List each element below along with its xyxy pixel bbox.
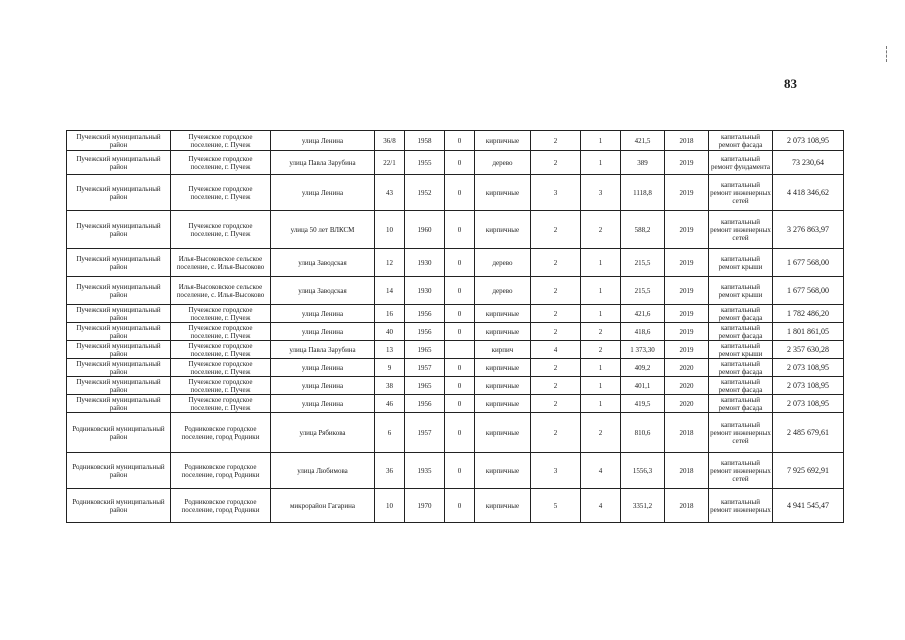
cell-year: 1960 [405, 211, 445, 249]
cell-district: Пучежский муниципальный район [67, 151, 171, 175]
cell-cost: 7 925 692,91 [773, 453, 844, 489]
cell-cost: 2 073 108,95 [773, 359, 844, 377]
cell-work: капитальный ремонт инженерных сетей [709, 453, 773, 489]
page-number: 83 [784, 76, 797, 91]
cell-settlement: Илья-Высоковское сельское поселение, с. Илья-Высоково [171, 249, 271, 277]
cell-area: 810,6 [621, 413, 665, 453]
cell-year: 1956 [405, 395, 445, 413]
cell-house: 12 [375, 249, 405, 277]
cell-col6: 0 [445, 175, 475, 211]
table-row [67, 377, 844, 395]
cell-work: капитальный ремонт фасада [709, 323, 773, 341]
cell-settlement: Родниковское городское поселение, город Родники [171, 453, 271, 489]
cell-work: капитальный ремонт крыши [709, 341, 773, 359]
cell-district: Пучежский муниципальный район [67, 323, 171, 341]
cell-settlement: Пучежское городское поселение, г. Пучеж [171, 377, 271, 395]
cell-plan-year: 2018 [665, 413, 709, 453]
cell-house: 6 [375, 413, 405, 453]
cell-street: улица Павла Зарубина [271, 151, 375, 175]
cell-work: капитальный ремонт инженерных сетей [709, 413, 773, 453]
cell-work: капитальный ремонт фасада [709, 395, 773, 413]
cell-house: 46 [375, 395, 405, 413]
cell-street: улица Рябикова [271, 413, 375, 453]
cell-floors: 4 [531, 341, 581, 359]
cell-entrances: 4 [581, 489, 621, 523]
cell-house: 40 [375, 323, 405, 341]
cell-street: улица Ленина [271, 377, 375, 395]
edge-mark [886, 46, 888, 62]
cell-floors: 2 [531, 277, 581, 305]
cell-material: кирпичные [475, 395, 531, 413]
cell-area: 1556,3 [621, 453, 665, 489]
cell-year: 1958 [405, 131, 445, 151]
cell-entrances: 2 [581, 323, 621, 341]
cell-district: Пучежский муниципальный район [67, 377, 171, 395]
cell-area: 409,2 [621, 359, 665, 377]
table-row [67, 151, 844, 175]
cell-work: капитальный ремонт крыши [709, 277, 773, 305]
cell-year: 1955 [405, 151, 445, 175]
cell-district: Родниковский муниципальный район [67, 453, 171, 489]
cell-col6: 0 [445, 359, 475, 377]
table-body [67, 131, 844, 523]
cell-cost: 1 677 568,00 [773, 277, 844, 305]
cell-street: улица Ленина [271, 131, 375, 151]
cell-year: 1965 [405, 341, 445, 359]
cell-district: Пучежский муниципальный район [67, 211, 171, 249]
cell-plan-year: 2018 [665, 489, 709, 523]
cell-street: улица Любимова [271, 453, 375, 489]
cell-area: 389 [621, 151, 665, 175]
cell-street: улица Ленина [271, 175, 375, 211]
cell-entrances: 1 [581, 395, 621, 413]
cell-col6: 0 [445, 151, 475, 175]
cell-entrances: 3 [581, 175, 621, 211]
cell-district: Пучежский муниципальный район [67, 305, 171, 323]
cell-year: 1930 [405, 249, 445, 277]
cell-year: 1935 [405, 453, 445, 489]
cell-settlement: Пучежское городское поселение, г. Пучеж [171, 305, 271, 323]
table-row [67, 341, 844, 359]
cell-district: Родниковский муниципальный район [67, 489, 171, 523]
cell-house: 9 [375, 359, 405, 377]
cell-area: 1 373,30 [621, 341, 665, 359]
cell-col6: 0 [445, 131, 475, 151]
table-row [67, 323, 844, 341]
cell-house: 10 [375, 489, 405, 523]
cell-col6: 0 [445, 277, 475, 305]
cell-house: 22/1 [375, 151, 405, 175]
cell-plan-year: 2019 [665, 175, 709, 211]
cell-col6: 0 [445, 377, 475, 395]
cell-street: улица Павла Зарубина [271, 341, 375, 359]
cell-material: кирпичные [475, 175, 531, 211]
table-row [67, 489, 844, 523]
table-row [67, 211, 844, 249]
cell-house: 14 [375, 277, 405, 305]
cell-col6: 0 [445, 395, 475, 413]
cell-area: 418,6 [621, 323, 665, 341]
cell-entrances: 4 [581, 453, 621, 489]
cell-work: капитальный ремонт фасада [709, 359, 773, 377]
cell-entrances: 2 [581, 211, 621, 249]
cell-settlement: Пучежское городское поселение, г. Пучеж [171, 359, 271, 377]
cell-col6: 0 [445, 453, 475, 489]
cell-year: 1952 [405, 175, 445, 211]
cell-floors: 2 [531, 151, 581, 175]
cell-cost: 2 073 108,95 [773, 131, 844, 151]
cell-floors: 2 [531, 395, 581, 413]
cell-district: Пучежский муниципальный район [67, 249, 171, 277]
cell-settlement: Пучежское городское поселение, г. Пучеж [171, 151, 271, 175]
table-row [67, 413, 844, 453]
cell-material: кирпичные [475, 413, 531, 453]
cell-area: 421,5 [621, 131, 665, 151]
cell-cost: 2 073 108,95 [773, 395, 844, 413]
cell-area: 1118,8 [621, 175, 665, 211]
cell-material: дерево [475, 249, 531, 277]
cell-house: 43 [375, 175, 405, 211]
cell-street: микрорайон Гагарина [271, 489, 375, 523]
cell-year: 1957 [405, 359, 445, 377]
cell-work: капитальный ремонт инженерных сетей [709, 211, 773, 249]
cell-district: Родниковский муниципальный район [67, 413, 171, 453]
cell-settlement: Пучежское городское поселение, г. Пучеж [171, 323, 271, 341]
cell-material: кирпичные [475, 323, 531, 341]
cell-material: дерево [475, 151, 531, 175]
cell-work: капитальный ремонт фундамента [709, 151, 773, 175]
cell-material: кирпичные [475, 489, 531, 523]
cell-settlement: Пучежское городское поселение, г. Пучеж [171, 395, 271, 413]
cell-entrances: 2 [581, 341, 621, 359]
cell-settlement: Родниковское городское поселение, город Родники [171, 413, 271, 453]
cell-entrances: 1 [581, 277, 621, 305]
cell-work: капитальный ремонт инженерных [709, 489, 773, 523]
cell-cost: 2 073 108,95 [773, 377, 844, 395]
cell-col6: 0 [445, 211, 475, 249]
cell-area: 401,1 [621, 377, 665, 395]
table-row [67, 395, 844, 413]
table-row [67, 175, 844, 211]
cell-settlement: Пучежское городское поселение, г. Пучеж [171, 131, 271, 151]
cell-floors: 2 [531, 377, 581, 395]
cell-cost: 73 230,64 [773, 151, 844, 175]
cell-entrances: 1 [581, 359, 621, 377]
cell-district: Пучежский муниципальный район [67, 277, 171, 305]
cell-floors: 2 [531, 211, 581, 249]
cell-material: кирпичные [475, 377, 531, 395]
cell-street: улица Ленина [271, 359, 375, 377]
cell-plan-year: 2019 [665, 341, 709, 359]
cell-area: 419,5 [621, 395, 665, 413]
cell-entrances: 1 [581, 249, 621, 277]
cell-district: Пучежский муниципальный район [67, 359, 171, 377]
cell-year: 1930 [405, 277, 445, 305]
cell-col6: 0 [445, 323, 475, 341]
cell-house: 16 [375, 305, 405, 323]
cell-work: капитальный ремонт крыши [709, 249, 773, 277]
table-row [67, 277, 844, 305]
cell-entrances: 1 [581, 151, 621, 175]
cell-house: 38 [375, 377, 405, 395]
cell-settlement: Илья-Высоковское сельское поселение, с. Илья-Высоково [171, 277, 271, 305]
cell-house: 36/8 [375, 131, 405, 151]
cell-street: улица Заводская [271, 277, 375, 305]
cell-district: Пучежский муниципальный район [67, 341, 171, 359]
cell-entrances: 1 [581, 305, 621, 323]
cell-house: 13 [375, 341, 405, 359]
cell-settlement: Пучежское городское поселение, г. Пучеж [171, 341, 271, 359]
cell-settlement: Пучежское городское поселение, г. Пучеж [171, 211, 271, 249]
cell-plan-year: 2018 [665, 131, 709, 151]
cell-material: кирпичные [475, 453, 531, 489]
cell-plan-year: 2019 [665, 211, 709, 249]
cell-plan-year: 2019 [665, 277, 709, 305]
cell-street: улица Ленина [271, 395, 375, 413]
cell-plan-year: 2019 [665, 249, 709, 277]
cell-area: 588,2 [621, 211, 665, 249]
cell-floors: 3 [531, 453, 581, 489]
table-row [67, 305, 844, 323]
cell-area: 215,5 [621, 249, 665, 277]
cell-settlement: Пучежское городское поселение, г. Пучеж [171, 175, 271, 211]
cell-plan-year: 2019 [665, 305, 709, 323]
cell-cost: 3 276 863,97 [773, 211, 844, 249]
cell-cost: 4 941 545,47 [773, 489, 844, 523]
cell-entrances: 1 [581, 131, 621, 151]
cell-material: дерево [475, 277, 531, 305]
cell-material: кирпичные [475, 131, 531, 151]
cell-house: 10 [375, 211, 405, 249]
cell-plan-year: 2018 [665, 453, 709, 489]
table-row [67, 359, 844, 377]
cell-entrances: 2 [581, 413, 621, 453]
cell-year: 1965 [405, 377, 445, 395]
cell-material: кирпичные [475, 359, 531, 377]
table-row [67, 249, 844, 277]
cell-year: 1970 [405, 489, 445, 523]
cell-floors: 2 [531, 413, 581, 453]
cell-plan-year: 2020 [665, 395, 709, 413]
cell-entrances: 1 [581, 377, 621, 395]
cell-year: 1956 [405, 305, 445, 323]
cell-work: капитальный ремонт инженерных сетей [709, 175, 773, 211]
cell-material: кирпич [475, 341, 531, 359]
cell-cost: 2 485 679,61 [773, 413, 844, 453]
cell-floors: 2 [531, 323, 581, 341]
housing-repair-table [66, 130, 844, 523]
cell-floors: 2 [531, 359, 581, 377]
cell-street: улица Ленина [271, 323, 375, 341]
table-row [67, 131, 844, 151]
cell-street: улица Ленина [271, 305, 375, 323]
cell-year: 1956 [405, 323, 445, 341]
cell-street: улица Заводская [271, 249, 375, 277]
cell-floors: 2 [531, 249, 581, 277]
cell-area: 215,5 [621, 277, 665, 305]
cell-col6: 0 [445, 249, 475, 277]
cell-material: кирпичные [475, 211, 531, 249]
cell-year: 1957 [405, 413, 445, 453]
cell-cost: 1 782 486,20 [773, 305, 844, 323]
cell-material: кирпичные [475, 305, 531, 323]
cell-street: улица 50 лет ВЛКСМ [271, 211, 375, 249]
table-row [67, 453, 844, 489]
cell-floors: 2 [531, 305, 581, 323]
cell-cost: 1 677 568,00 [773, 249, 844, 277]
cell-area: 3351,2 [621, 489, 665, 523]
cell-work: капитальный ремонт фасада [709, 377, 773, 395]
cell-work: капитальный ремонт фасада [709, 305, 773, 323]
cell-floors: 5 [531, 489, 581, 523]
cell-floors: 3 [531, 175, 581, 211]
cell-plan-year: 2020 [665, 377, 709, 395]
cell-settlement: Родниковское городское поселение, город Родники [171, 489, 271, 523]
cell-col6: 0 [445, 489, 475, 523]
cell-floors: 2 [531, 131, 581, 151]
cell-house: 36 [375, 453, 405, 489]
cell-area: 421,6 [621, 305, 665, 323]
cell-district: Пучежский муниципальный район [67, 395, 171, 413]
cell-col6 [445, 341, 475, 359]
cell-cost: 4 418 346,62 [773, 175, 844, 211]
cell-district: Пучежский муниципальный район [67, 175, 171, 211]
cell-cost: 2 357 630,28 [773, 341, 844, 359]
cell-work: капитальный ремонт фасада [709, 131, 773, 151]
cell-cost: 1 801 861,05 [773, 323, 844, 341]
cell-col6: 0 [445, 305, 475, 323]
cell-plan-year: 2019 [665, 323, 709, 341]
cell-col6: 0 [445, 413, 475, 453]
cell-plan-year: 2020 [665, 359, 709, 377]
cell-plan-year: 2019 [665, 151, 709, 175]
cell-district: Пучежский муниципальный район [67, 131, 171, 151]
